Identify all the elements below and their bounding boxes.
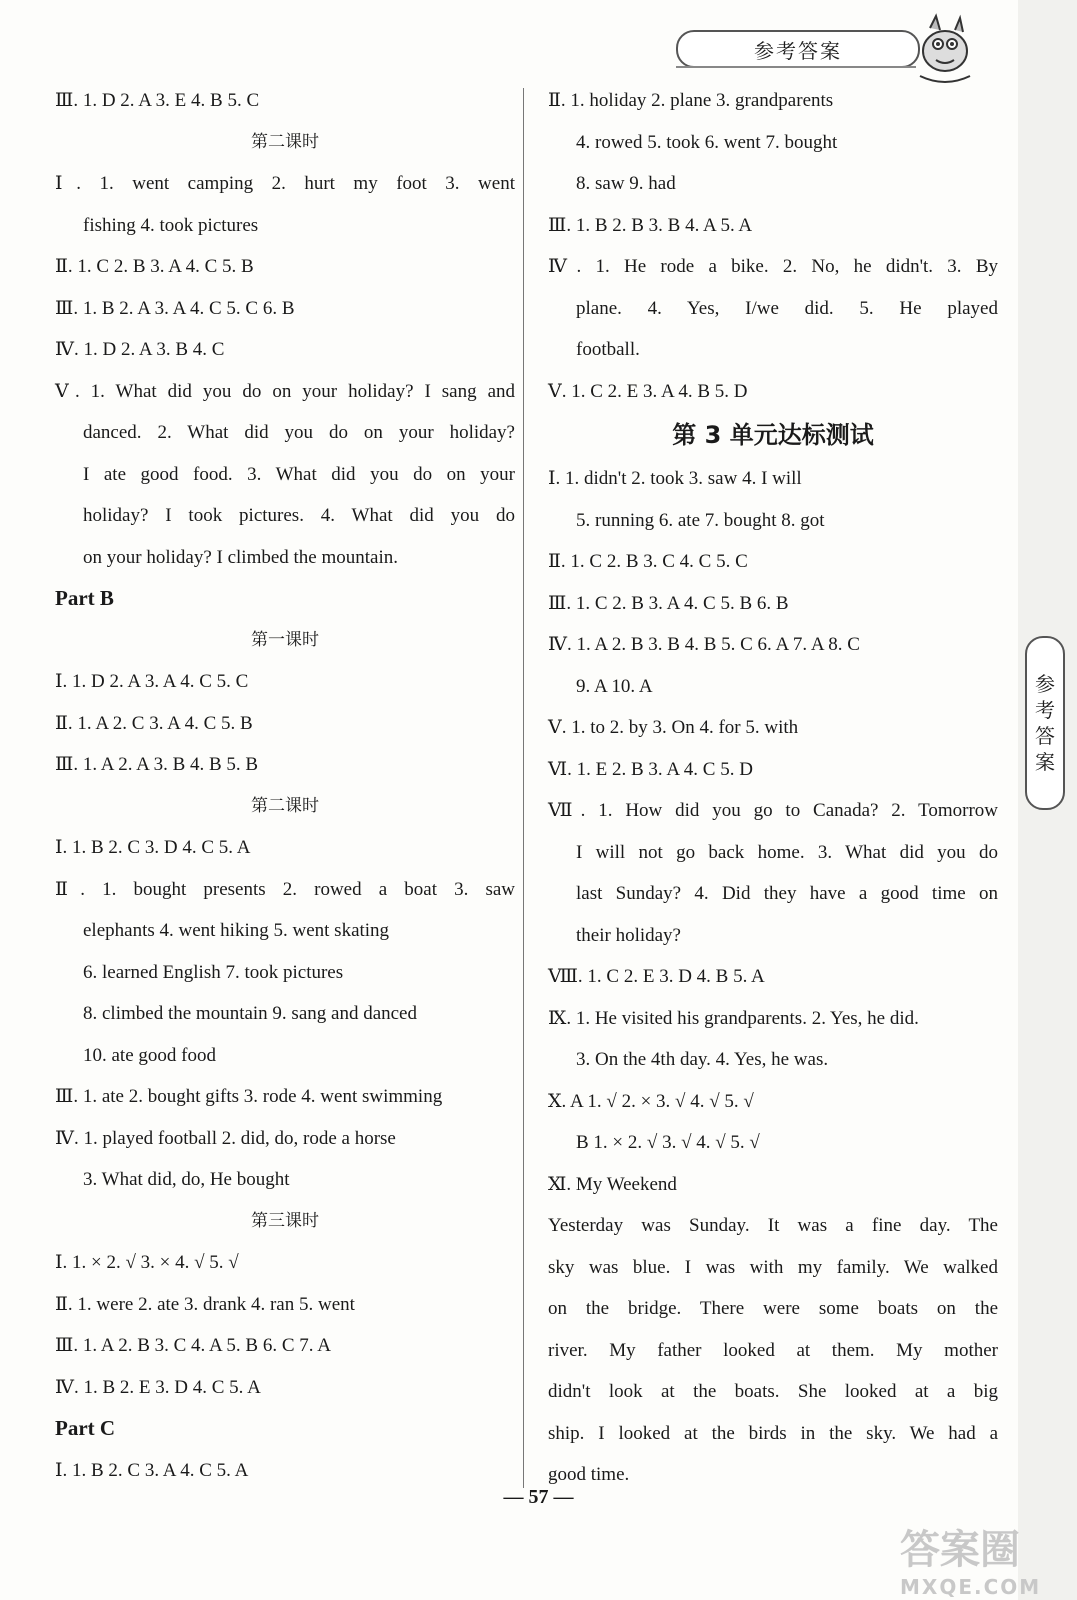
answer-line: Ⅰ. 1. B 2. C 3. D 4. C 5. A — [55, 837, 251, 858]
answer-line: Ⅲ. 1. B 2. A 3. A 4. C 5. C 6. B — [55, 297, 295, 319]
answer-line: their holiday? — [576, 924, 681, 946]
answer-line: Ⅴ. 1. What did you do on your holiday? I sang and — [55, 380, 515, 402]
watermark-text: 答案圈 — [900, 1527, 1020, 1573]
answer-line: 10. ate good food — [83, 1044, 216, 1066]
answer-line: sky was blue. I was with my family. We walked — [548, 1256, 998, 1278]
answer-line: Ⅵ. 1. E 2. B 3. A 4. C 5. D — [548, 758, 753, 780]
answer-line: on your holiday? I climbed the mountain. — [83, 546, 399, 568]
section-heading: 第一课时 — [251, 629, 319, 650]
answer-line: I ate good food. 3. What did you do on your — [83, 463, 515, 485]
answer-line: Ⅷ. 1. C 2. E 3. D 4. B 5. A — [548, 966, 765, 987]
answer-line: river. My father looked at them. My mother — [548, 1339, 998, 1361]
answer-line: 4. rowed 5. took 6. went 7. bought — [576, 131, 838, 153]
answer-line: Ⅳ. 1. A 2. B 3. B 4. B 5. C 6. A 7. A 8. C — [548, 634, 860, 655]
answer-line: holiday? I took pictures. 4. What did you do — [83, 505, 515, 526]
answer-line: Ⅳ. 1. He rode a bike. 2. No, he didn't. 3. By — [548, 256, 998, 277]
answer-line: Ⅶ. 1. How did you go to Canada? 2. Tomorrow — [548, 800, 998, 821]
header-title: 参考答案 — [676, 30, 920, 68]
side-tab-char: 答 — [1035, 724, 1055, 748]
answer-line: 6. learned English 7. took pictures — [83, 961, 344, 983]
answer-line: Ⅱ. 1. C 2. B 3. A 4. C 5. B — [55, 256, 254, 277]
page-number: — 57 — — [503, 1486, 574, 1508]
answer-line: Yesterday was Sunday. It was a fine day. The — [548, 1215, 998, 1236]
answer-line: Ⅰ. 1. D 2. A 3. A 4. C 5. C — [55, 671, 249, 692]
answer-line: Ⅱ. 1. C 2. B 3. C 4. C 5. C — [548, 551, 748, 572]
left-column — [55, 80, 515, 1491]
section-heading: 第二课时 — [251, 131, 319, 152]
answer-line: Ⅳ. 1. D 2. A 3. B 4. C — [55, 339, 225, 360]
answer-line: Ⅹ. A 1. √ 2. × 3. √ 4. √ 5. √ — [548, 1090, 754, 1112]
answer-line: elephants 4. went hiking 5. went skating — [83, 920, 390, 941]
answer-line: on the bridge. There were some boats on the — [548, 1298, 998, 1319]
answer-line: Ⅱ. 1. were 2. ate 3. drank 4. ran 5. went — [55, 1293, 355, 1315]
answer-line: 5. running 6. ate 7. bought 8. got — [576, 509, 825, 531]
header-underline — [676, 66, 916, 68]
answer-line: Ⅲ. 1. B 2. B 3. B 4. A 5. A — [548, 214, 753, 236]
answer-line: Ⅴ. 1. to 2. by 3. On 4. for 5. with — [548, 717, 799, 738]
answer-line: I will not go back home. 3. What did you do — [576, 841, 998, 863]
answer-line: 9. A 10. A — [576, 675, 653, 697]
answer-line: Ⅴ. 1. C 2. E 3. A 4. B 5. D — [548, 380, 748, 402]
answer-line: good time. — [548, 1464, 630, 1485]
answer-line: last Sunday? 4. Did they have a good time on — [576, 883, 998, 904]
answer-line: Ⅰ. 1. didn't 2. took 3. saw 4. I will — [548, 468, 802, 489]
answer-line: Ⅳ. 1. B 2. E 3. D 4. C 5. A — [55, 1376, 261, 1398]
watermark-url: MXQE.COM — [900, 1575, 1042, 1599]
answer-line: Ⅰ. 1. × 2. √ 3. × 4. √ 5. √ — [55, 1252, 239, 1273]
answer-line: danced. 2. What did you do on your holiday? — [83, 422, 515, 443]
side-tab-char: 考 — [1035, 698, 1055, 722]
answer-line: 3. What did, do, He bought — [83, 1169, 290, 1190]
section-heading: Part C — [55, 1416, 116, 1440]
section-heading: 第 3 单元达标测试 — [672, 421, 874, 449]
answer-line: Ⅰ. 1. B 2. C 3. A 4. C 5. A — [55, 1459, 249, 1481]
watermark-logo — [900, 1518, 1041, 1599]
answer-line: Ⅲ. 1. A 2. B 3. C 4. A 5. B 6. C 7. A — [55, 1335, 331, 1356]
answer-line: football. — [576, 339, 640, 360]
answer-line: Ⅳ. 1. played football 2. did, do, rode a horse — [55, 1127, 396, 1149]
side-tab-char: 案 — [1035, 750, 1055, 774]
side-tab — [1025, 636, 1065, 810]
answer-line: Ⅲ. 1. ate 2. bought gifts 3. rode 4. went swimming — [55, 1086, 443, 1107]
answer-line: plane. 4. Yes, I/we did. 5. He played — [576, 297, 998, 319]
column-divider — [523, 88, 524, 1488]
answer-line: Ⅺ. My Weekend — [548, 1173, 677, 1195]
right-column — [548, 80, 998, 1496]
section-heading: 第二课时 — [251, 795, 319, 816]
answer-line: ship. I looked at the birds in the sky. We had a — [548, 1422, 998, 1444]
section-heading: 第三课时 — [251, 1210, 319, 1231]
answer-line: Ⅲ. 1. A 2. A 3. B 4. B 5. B — [55, 754, 259, 775]
answer-line: Ⅲ. 1. C 2. B 3. A 4. C 5. B 6. B — [548, 592, 789, 614]
answer-line: Ⅱ. 1. bought presents 2. rowed a boat 3. saw — [55, 878, 515, 900]
side-tab-char: 参 — [1035, 672, 1055, 696]
answer-line: Ⅱ. 1. A 2. C 3. A 4. C 5. B — [55, 712, 253, 734]
answer-line: Ⅲ. 1. D 2. A 3. E 4. B 5. C — [55, 90, 260, 111]
answer-line: Ⅱ. 1. holiday 2. plane 3. grandparents — [548, 90, 834, 111]
section-heading: Part B — [55, 586, 114, 610]
mascot-icon — [900, 6, 990, 86]
answer-line: 8. saw 9. had — [576, 173, 676, 194]
answer-line: Ⅰ. 1. went camping 2. hurt my foot 3. went — [55, 173, 515, 194]
answer-line: 3. On the 4th day. 4. Yes, he was. — [576, 1049, 829, 1070]
answer-line: Ⅸ. 1. He visited his grandparents. 2. Yes, he did. — [548, 1007, 919, 1029]
answer-line: fishing 4. took pictures — [83, 214, 259, 236]
answer-line: B 1. × 2. √ 3. √ 4. √ 5. √ — [576, 1132, 760, 1153]
answer-line: didn't look at the boats. She looked at a big — [548, 1381, 998, 1402]
answer-line: 8. climbed the mountain 9. sang and danced — [83, 1003, 417, 1024]
